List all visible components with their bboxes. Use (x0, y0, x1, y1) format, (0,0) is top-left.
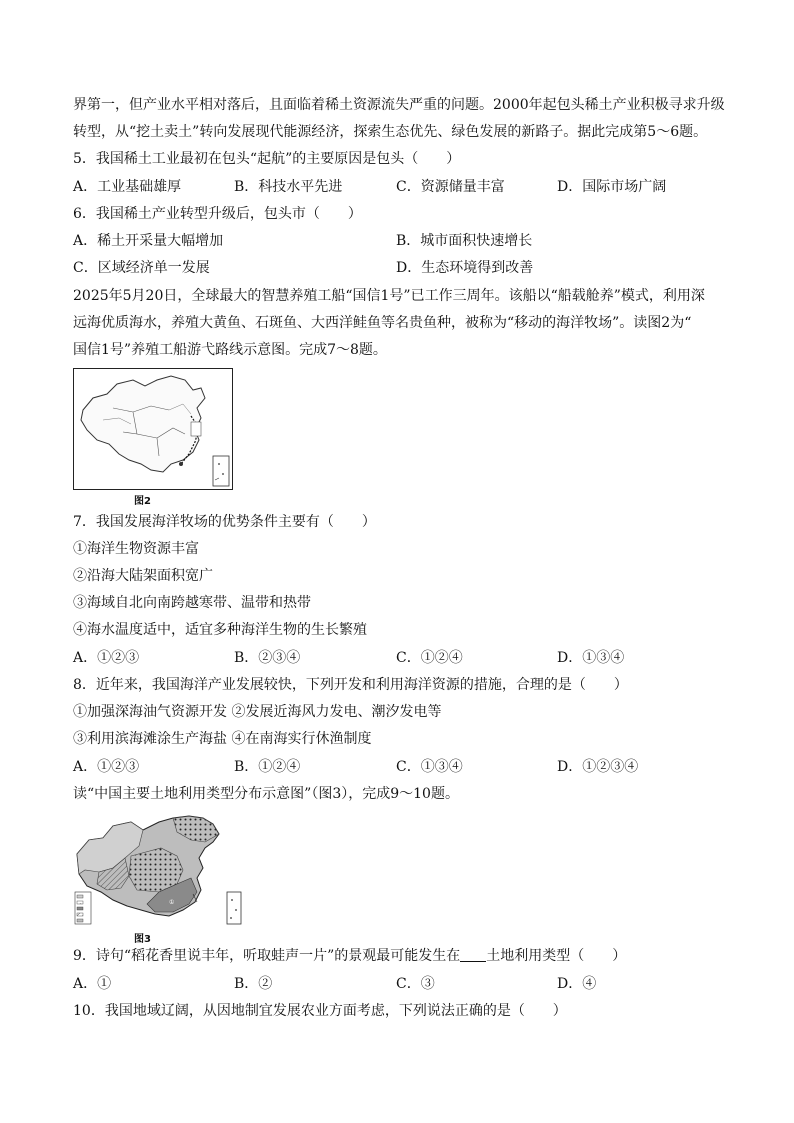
q6-option-d: D．生态环境得到改善 (396, 260, 534, 276)
q9-answer-blank (460, 947, 486, 962)
q6-option-b: B．城市面积快速增长 (396, 233, 533, 249)
q8-option-d: D．①②③④ (557, 759, 639, 775)
svg-text:①: ① (169, 899, 175, 906)
q5-option-b: B．科技水平先进 (234, 179, 343, 195)
intro-line-1: 界第一，但产业水平相对落后，且面临着稀土资源流失严重的问题。2000年起包头稀土产业积极寻求升级 (73, 97, 725, 113)
q7-statement-4: ④海水温度适中，适宜多种海洋生物的生长繁殖 (73, 622, 367, 638)
question-6-stem: 6．我国稀土产业转型升级后，包头市（ ） (73, 206, 362, 222)
q5-option-c: C．资源储量丰富 (396, 179, 505, 195)
q9-option-a: A．① (73, 976, 112, 992)
question-10-stem: 10．我国地域辽阔，从因地制宜发展农业方面考虑，下列说法正确的是（ ） (73, 1003, 567, 1019)
intro-line-2: 转型，从“挖土卖土”转向发展现代能源经济，探索生态优先、绿色发展的新路子。据此完成第5～6题。 (73, 124, 708, 140)
q6-option-c: C．区域经济单一发展 (73, 260, 210, 276)
q9-option-c: C．③ (396, 976, 435, 992)
q7-option-d: D．①③④ (557, 650, 625, 666)
q9-option-d: D．④ (557, 976, 597, 992)
q8-option-b: B．①②④ (234, 759, 301, 775)
passage-2-line-1: 2025年5月20日，全球最大的智慧养殖工船“国信1号”已工作三周年。该船以“船载舱养”模式，利用深 (73, 288, 705, 304)
passage-3-line-1: 读“中国主要土地利用类型分布示意图”（图3），完成9～10题。 (73, 786, 459, 802)
q7-statement-1: ①海洋生物资源丰富 (73, 541, 199, 557)
q8-option-a: A．①②③ (73, 759, 140, 775)
q7-statement-3: ③海域自北向南跨越寒带、温带和热带 (73, 595, 311, 611)
q8-option-c: C．①③④ (396, 759, 463, 775)
q7-statement-2: ②沿海大陆架面积宽广 (73, 568, 213, 584)
q5-option-d: D．国际市场广阔 (557, 179, 667, 195)
passage-2-line-3: 国信1号”养殖工船游弋路线示意图。完成7～8题。 (73, 342, 387, 358)
passage-2-line-2: 远海优质海水，养殖大黄鱼、石斑鱼、大西洋鲑鱼等名贵鱼种，被称为“移动的海洋牧场”。读图2为“ (73, 315, 692, 331)
figure-2-caption: 图2 (134, 496, 151, 507)
figure-3-land-use-map (73, 812, 243, 928)
q8-statement-1-2: ①加强深海油气资源开发 ②发展近海风力发电、潮汐发电等 (73, 704, 442, 720)
figure-3-caption: 图3 (134, 934, 151, 945)
q8-statement-3-4: ③利用滨海滩涂生产海盐 ④在南海实行休渔制度 (73, 731, 372, 747)
q7-option-c: C．①②④ (396, 650, 463, 666)
q7-option-a: A．①②③ (73, 650, 140, 666)
question-7-stem: 7．我国发展海洋牧场的优势条件主要有（ ） (73, 514, 376, 530)
figure-2-route-map (73, 368, 233, 490)
q9-stem-after: 土地利用类型（ ） (486, 948, 627, 964)
q6-option-a: A．稀土开采量大幅增加 (73, 233, 224, 249)
question-8-stem: 8．近年来，我国海洋产业发展较快，下列开发和利用海洋资源的措施，合理的是（ ） (73, 677, 628, 693)
question-5-stem: 5．我国稀土工业最初在包头“起航”的主要原因是包头（ ） (73, 151, 461, 167)
q5-option-a: A．工业基础雄厚 (73, 179, 182, 195)
q9-stem-before: 9．诗句“稻花香里说丰年，听取蛙声一片”的景观最可能发生在 (73, 948, 461, 964)
q7-option-b: B．②③④ (234, 650, 301, 666)
q9-option-b: B．② (234, 976, 273, 992)
question-9-stem (73, 946, 626, 966)
